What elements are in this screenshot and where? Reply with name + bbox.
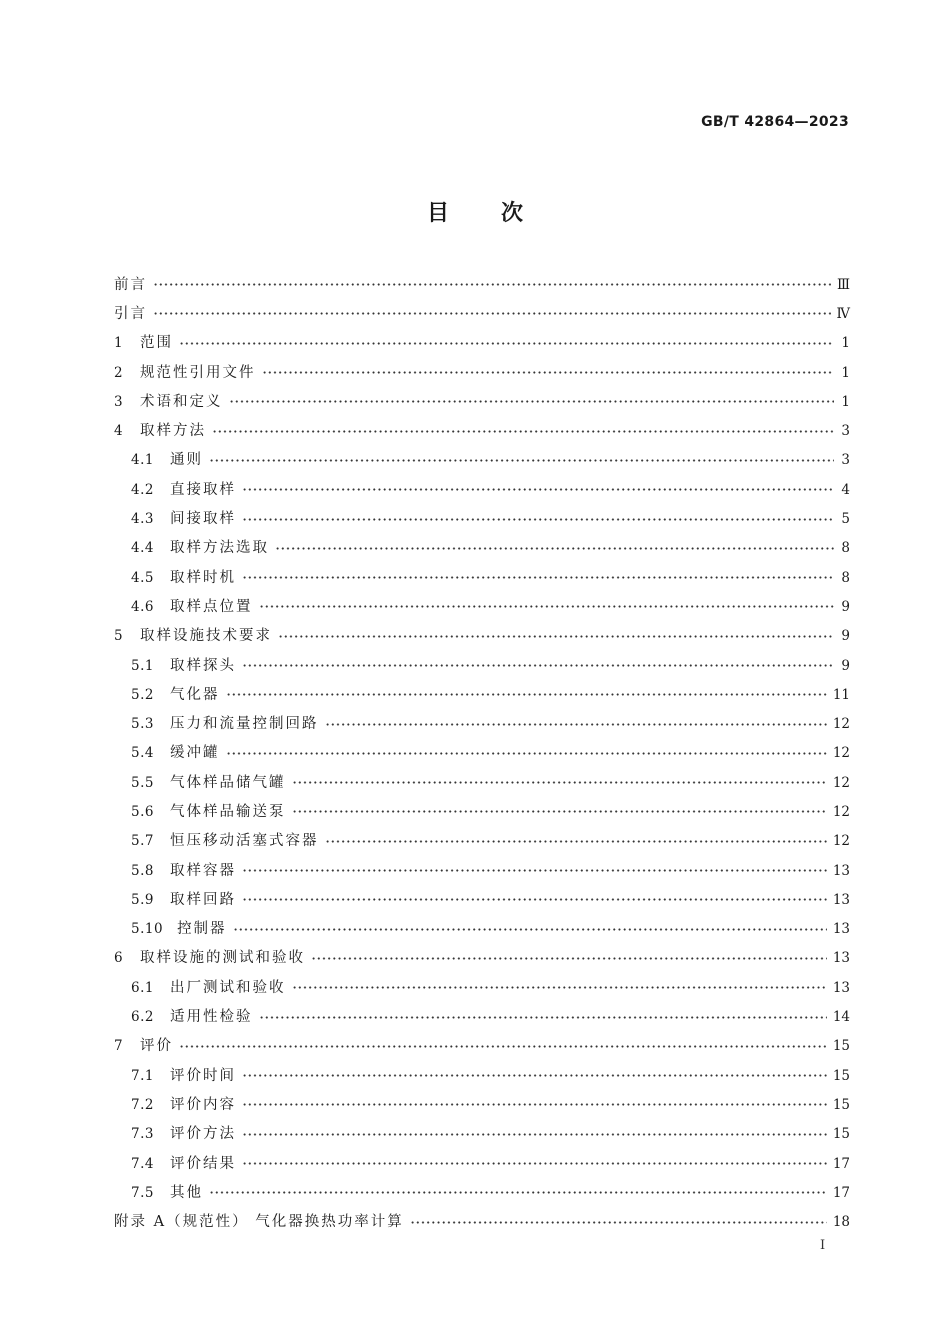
toc-entry[interactable] [114, 973, 850, 1002]
toc-dot-leader [259, 1013, 827, 1021]
toc-entry[interactable] [114, 768, 850, 797]
toc-entry-title: 取样方法 [140, 423, 206, 440]
toc-entry-title: 缓冲罐 [170, 745, 220, 762]
toc-dot-leader [179, 1042, 827, 1050]
toc-dot-leader [209, 1189, 827, 1197]
toc-entry-number: 6.2 [131, 1009, 154, 1026]
toc-dot-leader [242, 515, 834, 523]
toc-entry-page: 9 [841, 657, 850, 674]
toc-entry-number: 6 [114, 950, 124, 967]
toc-entry-number: 4.2 [131, 481, 154, 498]
toc-dot-leader [242, 1160, 827, 1168]
toc-dot-leader [325, 837, 827, 845]
toc-entry-title: 评价结果 [170, 1155, 236, 1172]
toc-entry-number: 4.3 [131, 511, 154, 528]
toc-entry-page: 8 [841, 540, 850, 557]
toc-entry-title: 评价 [140, 1038, 173, 1055]
toc-entry-number: 7.1 [131, 1067, 154, 1084]
toc-entry[interactable] [114, 446, 850, 475]
toc-entry-number: 5.7 [131, 833, 154, 850]
toc-entry-page: 11 [832, 686, 850, 703]
toc-dot-leader [259, 603, 835, 611]
toc-entry[interactable] [114, 915, 850, 944]
toc-entry-number: 1 [114, 335, 124, 352]
toc-dot-leader [242, 867, 827, 875]
toc-entry[interactable] [114, 592, 850, 621]
toc-dot-leader [242, 486, 834, 494]
toc-entry-title: 取样探头 [170, 657, 236, 674]
toc-entry-title: 附录 A（规范性） 气化器换热功率计算 [114, 1214, 404, 1231]
toc-entry-page: 17 [832, 1184, 850, 1201]
toc-entry-number: 6.1 [131, 979, 154, 996]
toc-dot-leader [242, 662, 834, 670]
toc-entry[interactable] [114, 885, 850, 914]
toc-dot-leader [292, 984, 827, 992]
toc-entry-number: 5.8 [131, 862, 154, 879]
toc-entry[interactable] [114, 944, 850, 973]
toc-dot-leader [226, 691, 827, 699]
toc-entry-title: 控制器 [177, 921, 227, 938]
toc-entry-page: 3 [841, 452, 850, 469]
toc-entry[interactable] [114, 534, 850, 563]
toc-entry-number: 4.5 [131, 569, 154, 586]
toc-dot-leader [212, 427, 834, 435]
toc-dot-leader [242, 1130, 827, 1138]
toc-entry[interactable] [114, 1208, 850, 1237]
toc-entry[interactable] [114, 1061, 850, 1090]
toc-entry-page: 1 [841, 393, 850, 410]
toc-entry-title: 取样时机 [170, 569, 236, 586]
toc-entry-page: 12 [832, 745, 850, 762]
toc-entry-number: 4.6 [131, 598, 154, 615]
toc-entry-page: 5 [841, 511, 850, 528]
toc-entry[interactable] [114, 1178, 850, 1207]
toc-entry[interactable] [114, 504, 850, 533]
toc-entry-number: 5.2 [131, 686, 154, 703]
toc-entry-title: 评价内容 [170, 1096, 236, 1113]
toc-entry-title: 评价方法 [170, 1126, 236, 1143]
toc-entry[interactable] [114, 827, 850, 856]
toc-dot-leader [292, 808, 827, 816]
toc-entry-title: 压力和流量控制回路 [170, 716, 319, 733]
toc-dot-leader [242, 1101, 827, 1109]
page-folio: Ⅰ [820, 1238, 826, 1253]
toc-entry-number: 5.4 [131, 745, 154, 762]
toc-dot-leader [153, 281, 831, 289]
standard-number: GB/T 42864—2023 [701, 114, 849, 130]
toc-entry-page: 3 [841, 423, 850, 440]
toc-entry[interactable] [114, 680, 850, 709]
toc-entry-page: 1 [841, 364, 850, 381]
toc-entry-page: 4 [841, 481, 850, 498]
toc-entry-title: 气体样品储气罐 [170, 774, 286, 791]
toc-entry-title: 规范性引用文件 [140, 364, 256, 381]
toc-entry[interactable] [114, 387, 850, 416]
toc-entry[interactable] [114, 1149, 850, 1178]
toc-dot-leader [311, 954, 827, 962]
toc-entry-page: 8 [841, 569, 850, 586]
toc-entry-title: 术语和定义 [140, 393, 223, 410]
toc-entry-page: 15 [832, 1096, 850, 1113]
toc-entry-number: 4 [114, 423, 124, 440]
toc-dot-leader [179, 339, 834, 347]
toc-entry-page: 12 [832, 803, 850, 820]
toc-entry[interactable] [114, 739, 850, 768]
toc-entry-number: 7 [114, 1038, 124, 1055]
toc-entry-title: 取样容器 [170, 862, 236, 879]
toc-entry[interactable] [114, 358, 850, 387]
toc-entry-page: 13 [832, 979, 850, 996]
toc-entry-title: 其他 [170, 1184, 203, 1201]
toc-entry-title: 适用性检验 [170, 1009, 253, 1026]
toc-dot-leader [242, 574, 834, 582]
toc-entry-number: 2 [114, 364, 124, 381]
toc-entry-title: 间接取样 [170, 511, 236, 528]
toc-entry-title: 气化器 [170, 686, 220, 703]
toc-entry[interactable] [114, 1090, 850, 1119]
toc-entry[interactable] [114, 1002, 850, 1031]
toc-entry-title: 通则 [170, 452, 203, 469]
toc-entry-title: 评价时间 [170, 1067, 236, 1084]
toc-entry-page: Ⅲ [836, 276, 850, 293]
toc-entry-title: 直接取样 [170, 481, 236, 498]
toc-entry[interactable] [114, 651, 850, 680]
toc-entry-number: 5 [114, 628, 124, 645]
toc-entry-number: 5.1 [131, 657, 154, 674]
toc-entry-number: 5.10 [131, 921, 164, 938]
toc-entry-number: 5.6 [131, 803, 154, 820]
toc-entry-number: 4.1 [131, 452, 154, 469]
toc-entry-title: 取样方法选取 [170, 540, 269, 557]
toc-entry-number: 5.9 [131, 891, 154, 908]
toc-entry-page: 9 [841, 628, 850, 645]
toc-entry-page: 18 [832, 1214, 850, 1231]
toc-entry-number: 7.4 [131, 1155, 154, 1172]
toc-entry-page: 13 [832, 950, 850, 967]
toc-entry-title: 取样回路 [170, 891, 236, 908]
toc-dot-leader [278, 632, 834, 640]
toc-dot-leader [233, 925, 827, 933]
toc-entry[interactable] [114, 270, 850, 299]
toc-entry-title: 气体样品输送泵 [170, 803, 286, 820]
toc-entry[interactable] [114, 329, 850, 358]
toc-entry-page: 14 [832, 1009, 850, 1026]
toc-dot-leader [226, 749, 827, 757]
toc-entry-number: 7.3 [131, 1126, 154, 1143]
toc-entry[interactable] [114, 1032, 850, 1061]
toc-entry-page: 13 [832, 862, 850, 879]
toc-dot-leader [229, 398, 835, 406]
toc-entry-page: 13 [832, 891, 850, 908]
toc-entry-page: 13 [832, 921, 850, 938]
toc-dot-leader [242, 1072, 827, 1080]
toc-entry-number: 7.2 [131, 1096, 154, 1113]
toc-entry[interactable] [114, 709, 850, 738]
toc-entry-title: 取样点位置 [170, 598, 253, 615]
toc-entry-number: 7.5 [131, 1184, 154, 1201]
toc-dot-leader [209, 456, 834, 464]
toc-dot-leader [325, 720, 827, 728]
toc-entry[interactable] [114, 797, 850, 826]
toc-dot-leader [153, 310, 831, 318]
toc-entry-page: 15 [832, 1126, 850, 1143]
toc-dot-leader [262, 369, 835, 377]
toc-entry-page: 12 [832, 833, 850, 850]
toc-entry[interactable] [114, 475, 850, 504]
toc-entry-number: 4.4 [131, 540, 154, 557]
toc-dot-leader [292, 779, 827, 787]
toc-entry-page: 12 [832, 774, 850, 791]
toc-entry[interactable] [114, 622, 850, 651]
toc-entry-page: 17 [832, 1155, 850, 1172]
toc-entry-title: 前言 [114, 276, 147, 293]
page-title: 目次 [426, 201, 575, 226]
toc-entry[interactable] [114, 1120, 850, 1149]
toc-entry[interactable] [114, 563, 850, 592]
toc-entry-title: 取样设施的测试和验收 [140, 950, 305, 967]
toc-entry-page: 15 [832, 1038, 850, 1055]
toc-entry-number: 5.3 [131, 716, 154, 733]
toc-entry-page: 15 [832, 1067, 850, 1084]
toc-dot-leader [275, 544, 834, 552]
toc-entry-title: 范围 [140, 335, 173, 352]
toc-dot-leader [242, 896, 827, 904]
toc-entry-page: 12 [832, 716, 850, 733]
toc-entry[interactable] [114, 856, 850, 885]
toc-dot-leader [410, 1218, 827, 1226]
toc-entry[interactable] [114, 299, 850, 328]
toc-entry-title: 出厂测试和验收 [170, 979, 286, 996]
toc-entry-page: 1 [841, 335, 850, 352]
toc-entry-number: 3 [114, 393, 124, 410]
toc-entry-page: Ⅳ [836, 305, 850, 322]
toc-entry[interactable] [114, 416, 850, 445]
toc-entry-title: 引言 [114, 305, 147, 322]
toc-entry-page: 9 [841, 598, 850, 615]
toc-list [114, 270, 850, 1237]
toc-entry-title: 恒压移动活塞式容器 [170, 833, 319, 850]
toc-entry-title: 取样设施技术要求 [140, 628, 272, 645]
toc-entry-number: 5.5 [131, 774, 154, 791]
